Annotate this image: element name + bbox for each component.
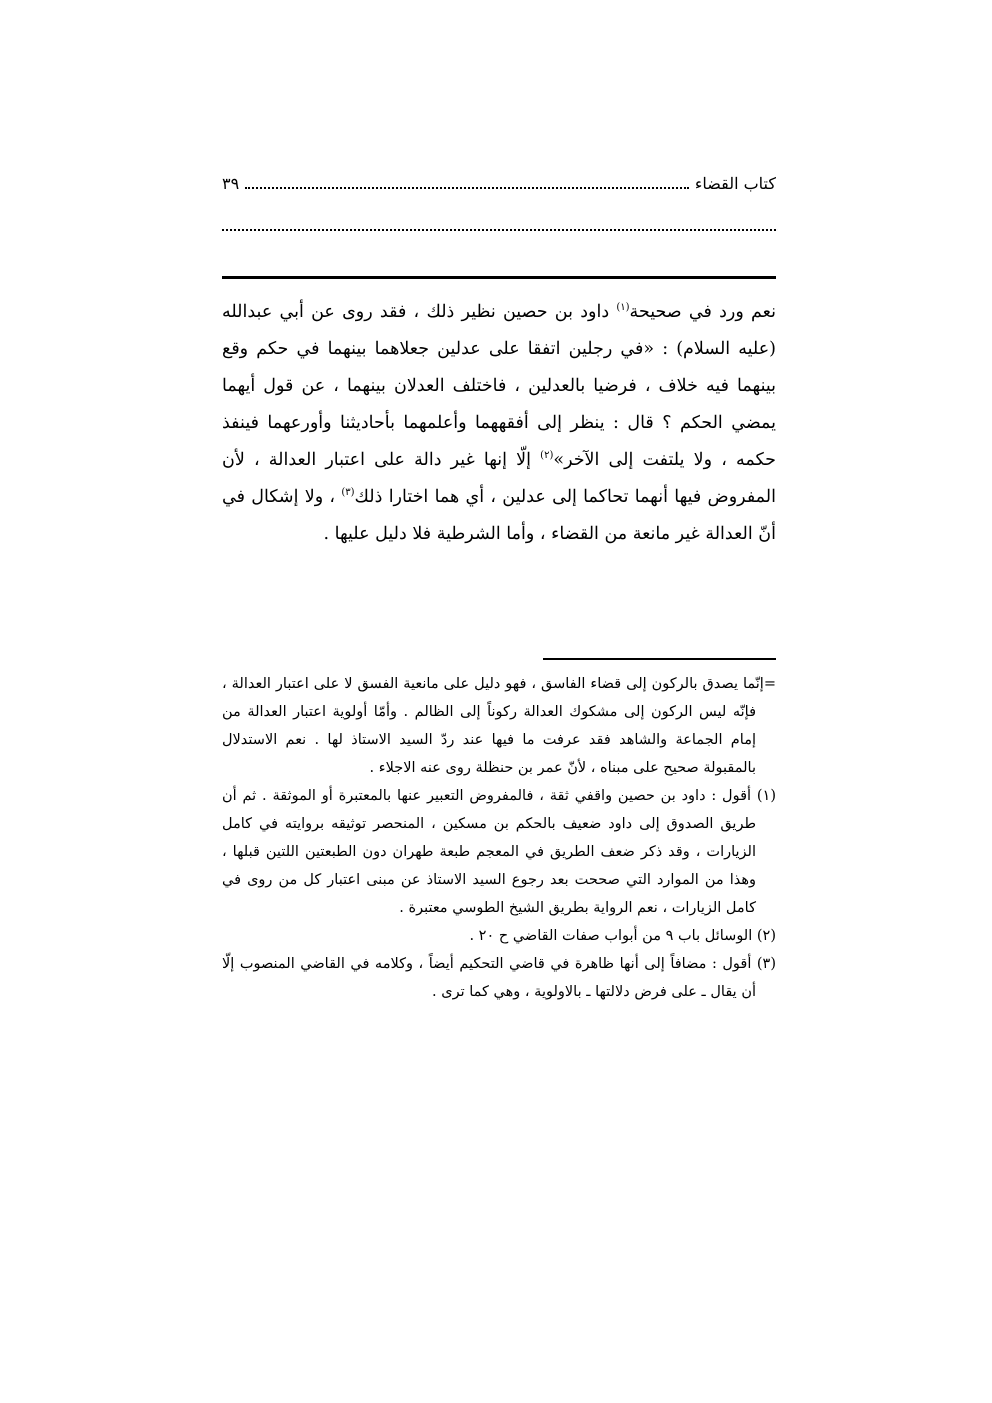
paragraph-text-a: داود بن حصين نظير ذلك ، فقد روى عن أبي عبدالله (عليه السلام) : «في رجلين اتفقا على عدلين جعلاهما بينهما في حكم وقع بينهما فيه خلاف ، فرضيا بالعدلين ، فاختلف العدلان بينهما ، عن قول أيهما يمضي الحكم ؟ قال : ينظر إلى أفقههما وأعلمهما بأحاديثنا وأورعهما فينفذ حكمه ، ولا يلتفت إلى الآخر»: [222, 302, 776, 470]
running-header: [222, 174, 776, 198]
paragraph-text-c: ، ولا إشكال في أنّ العدالة غير مانعة من القضاء ، وأما الشرطية فلا دليل عليها .: [222, 487, 776, 544]
footnote-ref-1: (١): [616, 302, 630, 314]
footnote-3: (٣) أقول : مضافاً إلى أنها ظاهرة في قاضي التحكيم أيضاً ، وكلامه في القاضي المنصوب إلّا أن يقال ـ على فرض دلالتها ـ بالاولوية ، وهي كما ترى .: [222, 956, 776, 1000]
footnote-separator: [543, 658, 776, 660]
header-rule: [222, 276, 776, 279]
footnote-2: (٢) الوسائل باب ٩ من أبواب صفات القاضي ح ٢٠ .: [469, 928, 776, 944]
header-title: كتاب القضاء: [694, 174, 776, 193]
header-dot-leader: [245, 175, 689, 189]
footnote-ref-3: (٣): [341, 487, 355, 499]
body-paragraph: [222, 294, 776, 553]
book-page: [222, 0, 776, 1403]
footnote-1: (١) أقول : داود بن حصين واقفي ثقة ، فالمفروض التعبير عنها بالمعتبرة أو الموثقة . ثم أن طريق الصدوق إلى داود ضعيف بالحكم بن مسكين ، المنحصر توثيقه بروايته في كامل الزيارات ، وقد ذكر ضعف الطريق في المعجم طبعة طهران دون الطبعتين اللتين قبلها ، وهذا من الموارد التي صححت بعد رجوع السيد الاستاذ عن مبنى اعتبار كل من روى في كامل الزيارات ، نعم الرواية بطريق الشيخ الطوسي معتبرة .: [222, 788, 776, 916]
footnotes: [222, 670, 776, 1006]
page-number: ٣٩: [222, 174, 240, 193]
paragraph-start: نعم ورد في صحيحة: [629, 302, 776, 322]
header-dot-leader-line: [222, 229, 776, 231]
footnote-continuation: =إنّما يصدق بالركون إلى قضاء الفاسق ، فهو دليل على مانعية الفسق لا على اعتبار العدالة ، فإنّه ليس الركون إلى مشكوك العدالة ركوناً إلى الظالم . وأمّا أولوية اعتبار العدالة من إمام الجماعة والشاهد فقد عرفت ما فيها عند ردّ السيد الاستاذ لها . نعم الاستدلال بالمقبولة صحيح على مبناه ، لأنّ عمر بن حنظلة روى عنه الاجلاء .: [222, 676, 776, 776]
footnote-ref-2: (٢): [540, 450, 554, 462]
main-text: [222, 294, 776, 553]
paragraph-text-b: إلّا إنها غير دالة على اعتبار العدالة ، لأن المفروض فيها أنهما تحاكما إلى عدلين ، أي هما اختارا ذلك: [222, 450, 776, 507]
